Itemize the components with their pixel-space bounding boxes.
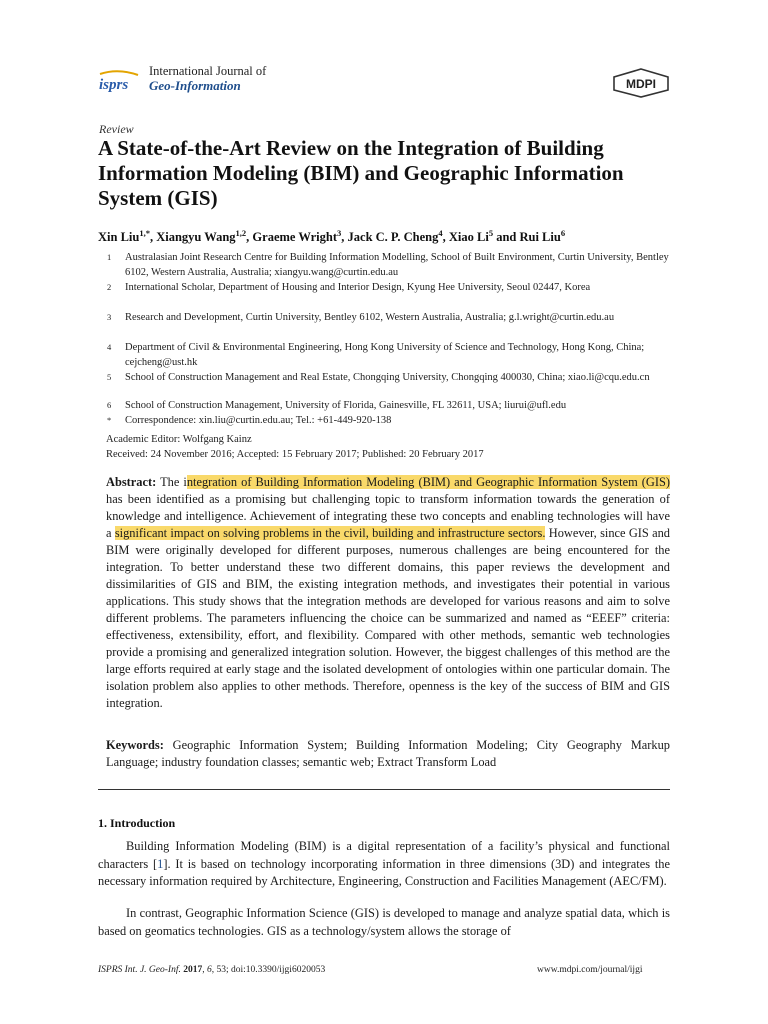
section-heading-introduction: 1. Introduction: [98, 816, 176, 830]
intro-p1-text-b: ]. It is based on technology incorporating information in three dimensions (3D) and integrates the necessary information required by Architecture, Engineering, Construction and Facilities Management (AEC/FM).: [98, 856, 670, 888]
footer-doi: , 53; doi:10.3390/ijgi6020053: [211, 965, 326, 975]
affiliation-text: Department of Civil & Environmental Engineering, Hong Kong University of Science and Technology, Hong Kong, China; cejcheng@ust.hk: [125, 342, 645, 368]
author-name: Xiao Li: [448, 230, 489, 245]
affiliation-text: School of Construction Management, University of Florida, Gainesville, FL 32611, USA; liurui@ufl.edu: [125, 400, 567, 411]
author-affiliation-marker: 3: [337, 228, 342, 238]
section-divider: [98, 789, 670, 790]
isprs-logo-text: isprs: [99, 77, 129, 93]
abstract-text-middle: has been identified as a promising but challenging topic to transform information towards the generation of knowledge and intelligence. Achievement of integrating these two concepts and enabling technologies will have a: [106, 492, 670, 540]
footer-url[interactable]: www.mdpi.com/journal/ijgi: [537, 965, 643, 975]
author-name: Rui Liu: [519, 230, 561, 245]
author-affiliation-marker: 1,*: [139, 228, 150, 238]
author-affiliation-marker: 4: [438, 228, 443, 238]
abstract-text-end: However, since GIS and BIM were originally developed for different purposes, numerous challenges are being encountered for the integration. To better understand these two different domains, this paper reviews the development and dissimilarities of GIS and BIM, the existing integration methods, and investigates their potential in various applications. This study shows that the integration methods are developed for various reasons and aim to solve different problems. The parameters influencing the choice can be summarized and named as “EEEF” criteria: effectiveness, extensibility, effort, and flexibility. Compared with other methods, semantic web technologies provide a promising and generalized integration solution. However, the biggest challenges of this method are the large efforts required at early stage and the isolated development of ontologies within one particular domain. The isolation problem also applies to other methods. Therefore, openness is the key of the success of BIM and GIS integration.: [106, 526, 670, 710]
affiliation-number: 4: [107, 342, 112, 352]
intro-p1-text-a: Building Information Modeling (BIM) is a digital representation of a facility’s physical and functional characters [: [98, 839, 670, 871]
affiliation-number: 1: [107, 252, 112, 262]
journal-name-line1: International Journal of: [149, 64, 267, 78]
mdpi-logo-text: MDPI: [626, 77, 656, 91]
author-name: Xiangyu Wang: [156, 230, 236, 245]
author-list: [98, 228, 698, 245]
abstract: [106, 474, 670, 712]
keywords-text: Geographic Information System; Building Information Modeling; City Geography Markup Language; industry foundation classes; semantic web; Extract Transform Load: [106, 738, 670, 769]
citation-link[interactable]: 1: [157, 856, 164, 871]
mdpi-logo: [612, 68, 670, 98]
keywords-label: Keywords:: [106, 738, 164, 752]
affiliation-text: Australasian Joint Research Centre for Building Information Modelling, School of Built Environment, Curtin University, Bentley 6102, Western Australia, Australia; xiangyu.wang@curtin.edu.au: [125, 252, 669, 278]
author-separator: ,: [149, 230, 157, 245]
journal-name-line2: Geo-Information: [149, 78, 241, 93]
author-separator: and: [493, 230, 520, 245]
affiliation-number: 3: [107, 312, 112, 322]
author-affiliation-marker: 5: [488, 228, 494, 238]
keywords: [106, 737, 670, 771]
abstract-label: Abstract:: [106, 475, 157, 489]
abstract-highlight-1: ntegration of Building Information Modeling (BIM) and Geographic Information System (GIS): [186, 475, 670, 489]
article-type: Review: [99, 122, 134, 136]
author-name: Xin Liu: [98, 230, 140, 245]
footer-citation: ISPRS Int. J. Geo-Inf. 2017, 6, 53; doi:10.3390/ijgi6020053: [98, 965, 326, 975]
intro-paragraph-2: In contrast, Geographic Information Science (GIS) is developed to manage and analyze spatial data, which is based on geomatics technologies. GIS as a technology/system allows the storage of: [98, 906, 670, 938]
affiliation-text: School of Construction Management and Real Estate, Chongqing University, Chongqing 400030, China; xiao.li@cqu.edu.cn: [125, 372, 650, 383]
abstract-highlight-2: significant impact on solving problems in the civil, building and infrastructure sectors.: [114, 526, 546, 540]
affiliation-text: Correspondence: xin.liu@curtin.edu.au; Tel.: +61-449-920-138: [125, 415, 392, 426]
affiliation-text: International Scholar, Department of Housing and Interior Design, Kyung Hee University, Seoul 02447, Korea: [125, 282, 591, 293]
footer-journal-abbr: ISPRS Int. J. Geo-Inf.: [98, 965, 181, 975]
affiliation-text: Research and Development, Curtin University, Bentley 6102, Western Australia, Australia; g.l.wright@curtin.edu.au: [125, 312, 615, 323]
author-separator: ,: [341, 230, 348, 245]
affiliation-number: 5: [107, 372, 112, 382]
affiliation-number: 2: [107, 282, 112, 292]
author-name: Graeme Wright: [252, 230, 338, 245]
author-separator: ,: [442, 230, 449, 245]
paper-title: A State-of-the-Art Review on the Integration of Building Information Modeling (BIM) and Geographic Information System (GIS): [98, 136, 624, 210]
publication-dates: Received: 24 November 2016; Accepted: 15 February 2017; Published: 20 February 2017: [106, 449, 484, 460]
footer-volume: 6: [206, 965, 212, 975]
academic-editor: Academic Editor: Wolfgang Kainz: [106, 434, 252, 445]
affiliation-number: *: [107, 415, 112, 425]
author-affiliation-marker: 1,2: [235, 228, 247, 238]
footer-year: 2017: [183, 965, 203, 975]
isprs-logo: [98, 70, 146, 94]
author-name: Jack C. P. Cheng: [347, 230, 439, 245]
abstract-text-start: The i: [156, 475, 187, 489]
author-affiliation-marker: 6: [560, 228, 566, 238]
affiliation-number: 6: [107, 400, 112, 410]
intro-paragraph-1: [98, 838, 670, 891]
author-separator: ,: [246, 230, 253, 245]
